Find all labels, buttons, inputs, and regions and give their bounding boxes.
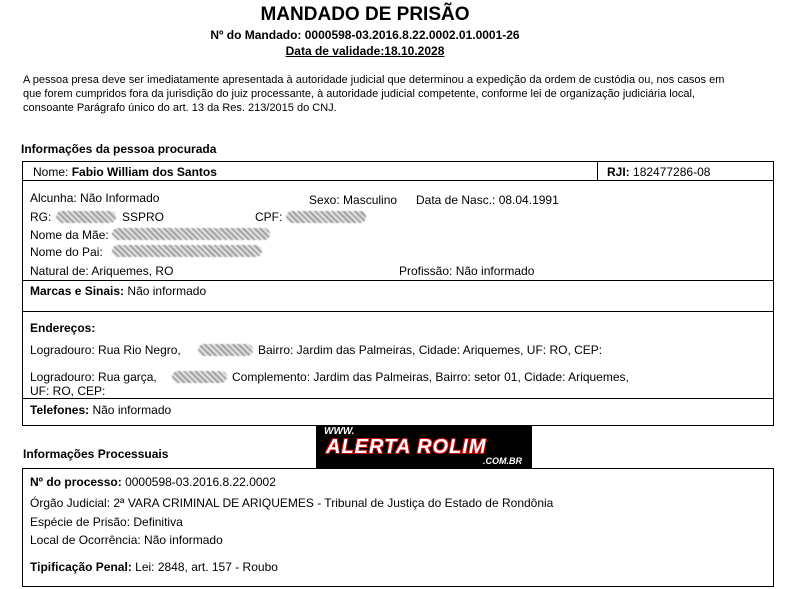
divider <box>22 280 773 281</box>
address-1-street: Logradouro: Rua Rio Negro, <box>30 343 181 357</box>
watermark-www: WWW. <box>324 426 355 437</box>
watermark-domain: .COM.BR <box>483 456 522 466</box>
cpf-label: CPF: <box>255 210 283 224</box>
redacted-address-2-number <box>172 371 227 383</box>
name-row <box>33 165 217 179</box>
person-section-title: Informações da pessoa procurada <box>21 142 217 156</box>
redacted-cpf <box>286 211 366 223</box>
sexo: Sexo: Masculino <box>309 193 398 207</box>
mother-label: Nome da Mãe: <box>30 228 109 242</box>
rg-label: RG: <box>30 210 52 224</box>
name-label: Nome: <box>33 165 69 179</box>
process-number-row <box>30 475 276 489</box>
address-2-details: Complemento: Jardim das Palmeiras, Bairro: setor 01, Cidade: Ariquemes, <box>232 370 629 384</box>
validity-date: Data de validade:18.10.2028 <box>285 44 445 58</box>
profession: Profissão: Não informado <box>399 264 535 278</box>
process-number-label: Nº do processo: <box>30 475 122 489</box>
address-2-street: Logradouro: Rua garça, <box>30 370 157 384</box>
watermark-logo <box>316 425 532 469</box>
rji-row <box>607 165 710 179</box>
divider <box>597 161 598 180</box>
name-value: Fabio William dos Santos <box>71 165 217 179</box>
intro-paragraph: A pessoa presa deve ser imediatamente apresentada à autoridade judicial que determinou a expedição da ordem de custódia ou, nos casos em que forem cumpridos fora da jurisdição do juiz processante, à autoridade judicial competente, conforme lei de organização judiciária local, consoante Parágrafo único do art. 13 da Res. 213/2015 do CNJ. <box>23 74 725 114</box>
rg-suffix: SSPRO <box>122 210 165 224</box>
rji-label: RJI: <box>607 165 630 179</box>
address-2-uf: UF: RO, CEP: <box>30 384 106 398</box>
occurrence-place: Local de Ocorrência: Não informado <box>30 533 223 547</box>
process-section-title: Informações Processuais <box>23 447 169 461</box>
redacted-father-name <box>112 245 262 257</box>
divider <box>22 398 773 399</box>
penal-value: Lei: 2848, art. 157 - Roubo <box>135 560 278 574</box>
mandado-number: Nº do Mandado: 0000598-03.2016.8.22.0002.01.0001-26 <box>210 28 520 42</box>
birth-date: Data de Nasc.: 08.04.1991 <box>416 193 559 207</box>
alcunha: Alcunha: Não Informado <box>30 191 160 205</box>
divider <box>22 311 773 312</box>
phones-value: Não informado <box>92 403 172 417</box>
arrest-type: Espécie de Prisão: Definitiva <box>30 515 183 529</box>
redacted-mother-name <box>112 228 270 240</box>
penal-label: Tipificação Penal: <box>30 560 132 574</box>
marks-row <box>30 284 206 298</box>
document-title: MANDADO DE PRISÃO <box>260 4 470 25</box>
marks-label: Marcas e Sinais: <box>30 284 125 298</box>
penal-row <box>30 560 278 574</box>
redacted-rg <box>56 211 116 223</box>
rji-value: 182477286-08 <box>633 165 711 179</box>
marks-value: Não informado <box>127 284 207 298</box>
birthplace: Natural de: Ariquemes, RO <box>30 264 174 278</box>
phones-row <box>30 403 171 417</box>
addresses-label: Endereços: <box>30 321 96 335</box>
address-1-details: Bairro: Jardim das Palmeiras, Cidade: Ariquemes, UF: RO, CEP: <box>258 343 603 357</box>
process-number-value: 0000598-03.2016.8.22.0002 <box>125 475 276 489</box>
divider <box>22 180 773 181</box>
court: Órgão Judicial: 2ª VARA CRIMINAL DE ARIQUEMES - Tribunal de Justiça do Estado de Rondônia <box>30 496 554 510</box>
watermark-brand: ALERTA ROLIM <box>326 436 487 458</box>
father-label: Nome do Pai: <box>30 245 103 259</box>
redacted-address-1-number <box>198 344 253 356</box>
phones-label: Telefones: <box>30 403 90 417</box>
